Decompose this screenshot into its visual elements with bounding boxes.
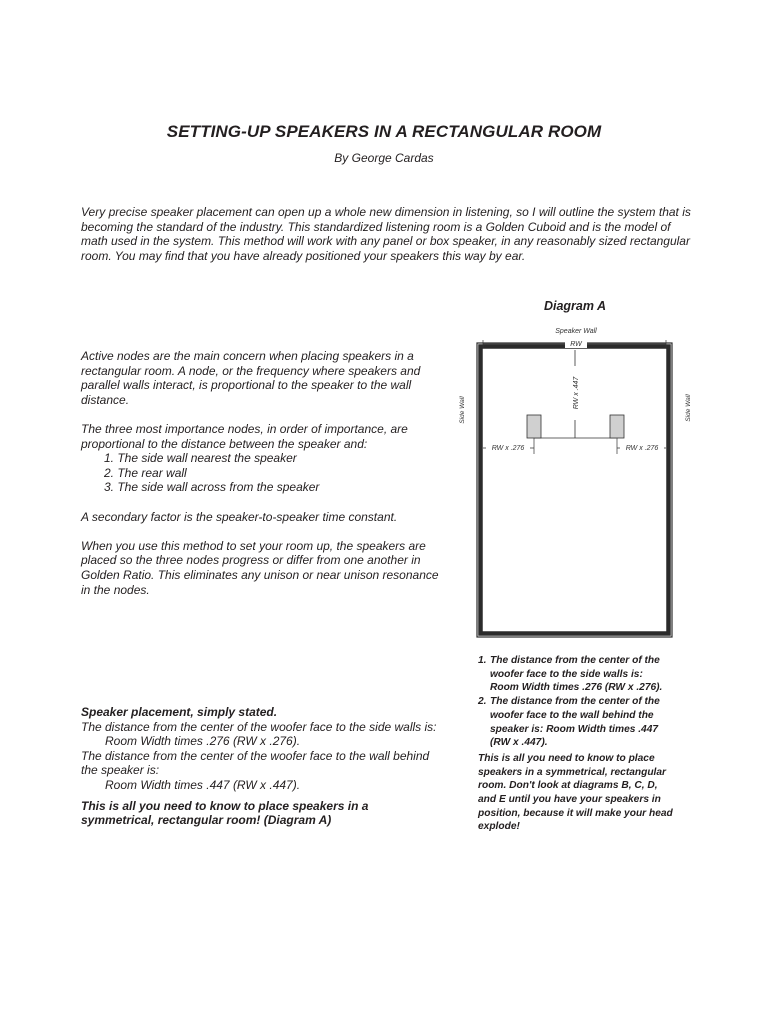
right-speaker: [610, 415, 624, 438]
page-title: SETTING-UP SPEAKERS IN A RECTANGULAR ROOM: [166, 122, 602, 141]
list-item: 3. The side wall across from the speaker: [104, 480, 320, 495]
side-wall-left-label: Side Wall: [459, 396, 466, 424]
diagram-notes: 1. The distance from the center of the woofer face to the side walls is: Room Width times .276 (RW x .276). 2. The distance from the center of the woofer face to the wall behind the speaker is: Room Width times .447 (RW x .447). This is all you need to know to place speakers in a symmetrical, rectangular room. Don't look at diagrams B, C, D, and E until you have your speakers in position, because it will make your head explode!: [478, 654, 678, 834]
simply-stated-closing: This is all you need to know to place speakers in a symmetrical, rectangular room! (Diagram A): [81, 798, 369, 828]
rw-label: RW: [570, 341, 582, 348]
rw-447-label: RW x .447: [573, 376, 580, 410]
rw-276-right-label: RW x .276: [625, 445, 659, 452]
note-item: 1. The distance from the center of the: [478, 655, 660, 666]
simply-stated-section: [81, 705, 441, 828]
importance-paragraph: The three most importance nodes, in order of importance, are proportional to the distance between the speaker and:: [81, 421, 408, 451]
side-wall-rule: The distance from the center of the woofer face to the side walls is:: [81, 719, 437, 734]
left-column: [81, 349, 441, 597]
nodes-paragraph: Active nodes are the main concern when placing speakers in a rectangular room. A node, or the frequency where speakers and parallel walls interact, is proportional to the speaker to the wall distance.: [81, 349, 421, 407]
diagram-label: Diagram A: [543, 299, 607, 313]
list-item: 1. The side wall nearest the speaker: [104, 451, 297, 466]
left-speaker: [527, 415, 541, 438]
rear-wall-rule: The distance from the center of the woofer face to the wall behind the speaker is:: [81, 748, 430, 778]
side-wall-right-label: Side Wall: [685, 394, 692, 422]
intro-paragraph: Very precise speaker placement can open up a whole new dimension in listening, so I will outline the system that is becoming the standard of the industry. This standardized listening room is a Golden Cuboid and is the model of math used in the system. This method will work with any panel or box speaker, in any reasonably sized rectangular room. You may find that you have already positioned your speakers this way by ear.: [81, 205, 691, 263]
note-item: 2. The distance from the center of the: [478, 696, 660, 708]
golden-ratio-paragraph: When you use this method to set your room up, the speakers are placed so the three nodes progress or differ from one another in Golden Ratio. This eliminates any unison or near unison resonance in the nodes.: [81, 538, 439, 597]
list-item: 2. The rear wall: [104, 465, 187, 480]
simply-stated-heading: Speaker placement, simply stated.: [81, 705, 278, 719]
speaker-wall-label: Speaker Wall: [555, 328, 597, 335]
side-wall-value: Room Width times .276 (RW x .276).: [105, 734, 301, 749]
diagram-a: [440, 320, 710, 650]
notes-closing: This is all you need to know to place speakers in a symmetrical, rectangular room. Don't look at diagrams B, C, D, and E until you have your speakers in position, because it will make your head explode!: [478, 752, 673, 833]
byline: By George Cardas: [334, 151, 434, 165]
rw-276-left-label: RW x .276: [491, 445, 525, 452]
secondary-factor-paragraph: A secondary factor is the speaker-to-speaker time constant.: [81, 509, 398, 524]
rear-wall-value: Room Width times .447 (RW x .447).: [105, 777, 301, 792]
